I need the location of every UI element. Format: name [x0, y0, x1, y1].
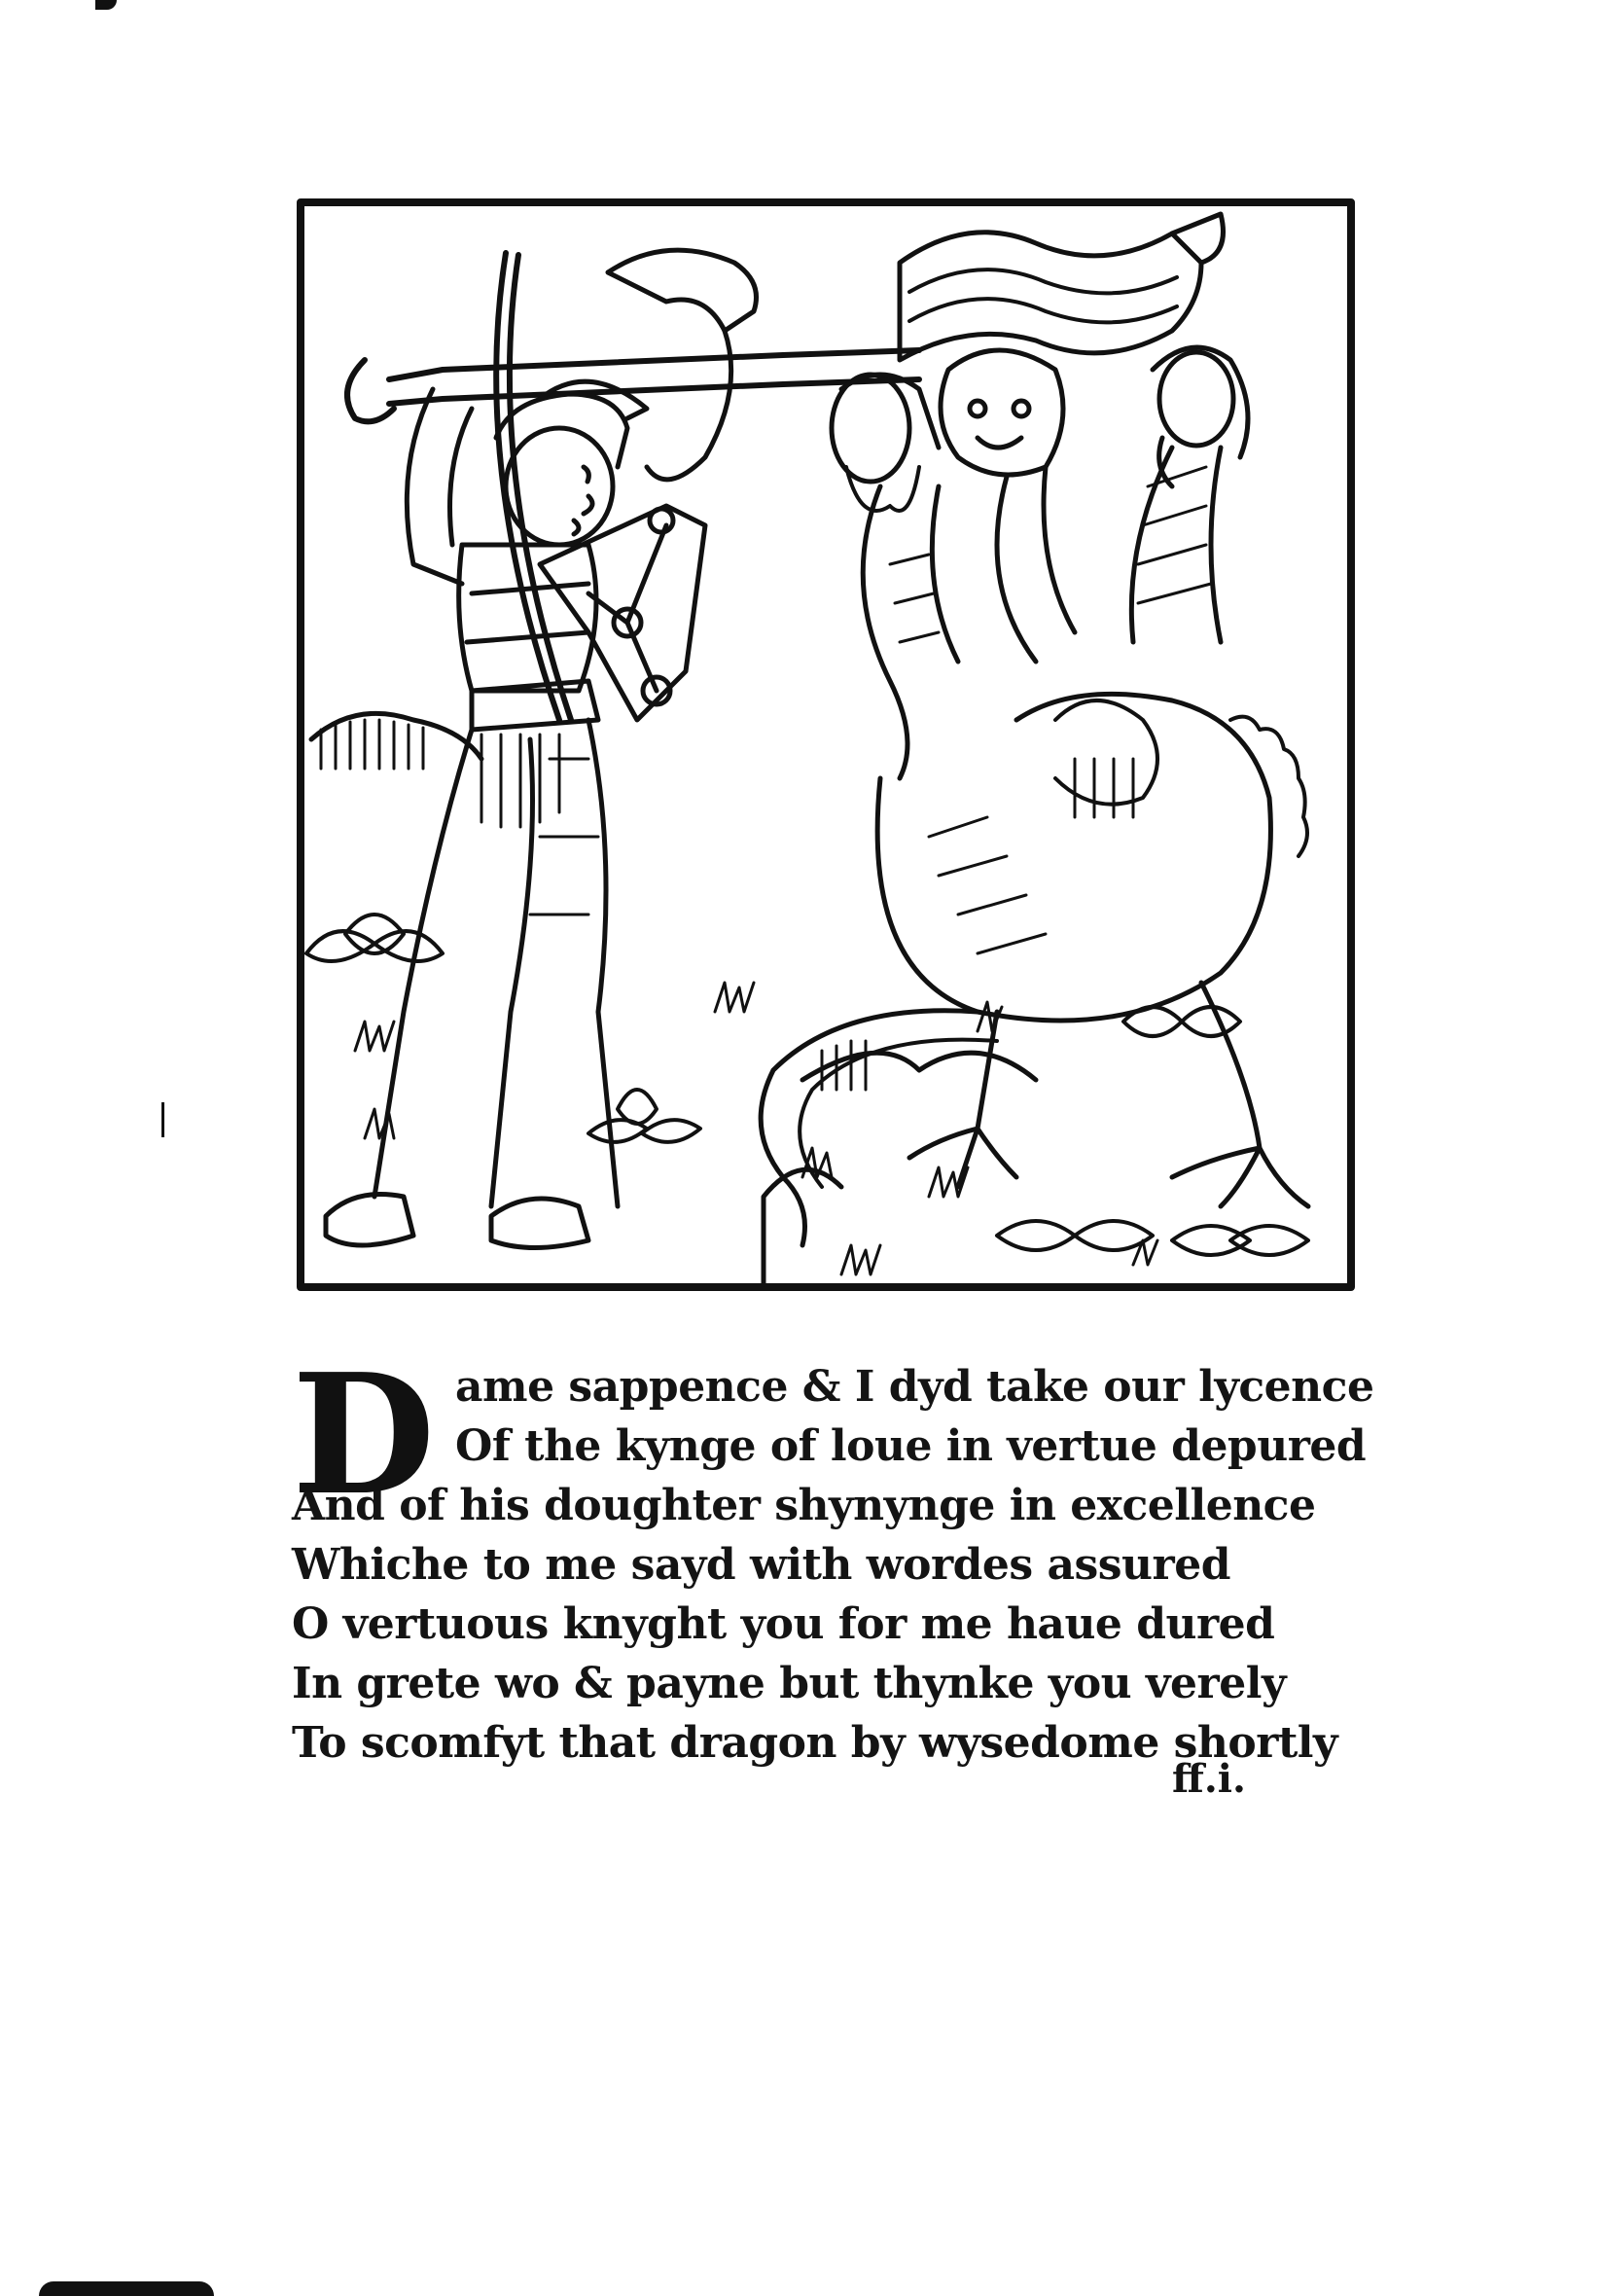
corner-mark-bottom — [39, 2281, 214, 2296]
verse-block — [292, 1338, 1374, 1773]
verse-line-1: ame sappence & I dyd take our lycence — [455, 1362, 1374, 1412]
verse-line-6: In grete wo & payne but thynke you verely — [292, 1659, 1287, 1708]
verse-line-4: Whiche to me sayd with wordes assured — [292, 1540, 1230, 1590]
verse-line-2: Of the kynge of loue in vertue depured — [455, 1421, 1367, 1471]
corner-mark-top — [95, 0, 117, 10]
drop-cap-initial: D — [292, 1338, 436, 1532]
verse-line-7: To scomfyt that dragon by wysedome shortly — [292, 1718, 1338, 1768]
verse-line-3: And of his doughter shynynge in excellence — [292, 1481, 1316, 1530]
woodcut-illustration — [297, 175, 1357, 1294]
verse-line-5: O vertuous knyght you for me haue dured — [292, 1599, 1275, 1649]
margin-mark — [161, 1102, 164, 1137]
signature-mark: ff.i. — [1172, 1756, 1246, 1802]
